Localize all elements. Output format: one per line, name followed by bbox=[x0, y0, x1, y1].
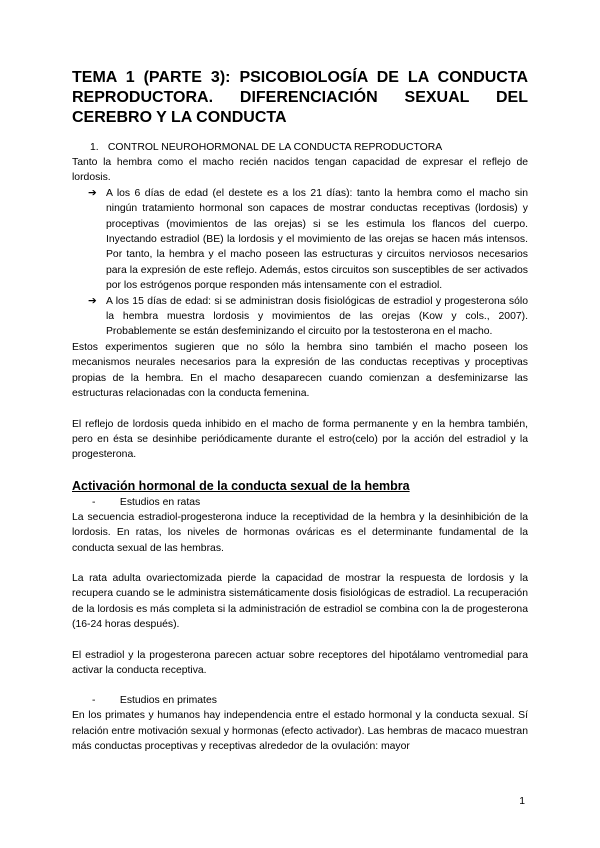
arrow-right-icon: ➔ bbox=[88, 295, 97, 307]
section-heading-text: CONTROL NEUROHORMONAL DE LA CONDUCTA REPRODUCTORA bbox=[107, 142, 443, 153]
section-number: 1. bbox=[90, 142, 99, 153]
paragraph-reflejo-lordosis: El reflejo de lordosis queda inhibido en el macho de forma permanente y en la hembra también, pero en ésta se desinhibe periódicamente durante el estro(celo) por la acción del estradiol y la progesterona. bbox=[72, 418, 528, 461]
subheading-estudios-primates bbox=[72, 693, 528, 708]
spacer bbox=[72, 678, 528, 693]
arrow-right-icon: ➔ bbox=[88, 187, 97, 199]
section-heading-control-neurohormonal bbox=[90, 140, 528, 155]
document-title: TEMA 1 (PARTE 3): PSICOBIOLOGÍA DE LA CONDUCTA REPRODUCTORA. DIFERENCIACIÓN SEXUAL DEL CEREBRO Y LA CONDUCTA bbox=[72, 69, 528, 126]
paragraph-estradiol-progesterona: El estradiol y la progesterona parecen actuar sobre receptores del hipotálamo ventromedial para activar la conducta receptiva. bbox=[72, 649, 528, 676]
paragraph-rata-adulta: La rata adulta ovariectomizada pierde la capacidad de mostrar la respuesta de lordosis y la recupera cuando se le administra sistemáticamente dosis fisiológicas de estradiol. La recuperación de la lordosis es más completa si la administración de estradiol se combina con la de progesterona (16-24 horas después). bbox=[72, 572, 528, 631]
spacer bbox=[72, 463, 528, 478]
subheading-text: Estudios en primates bbox=[119, 695, 217, 707]
subheading-estudios-ratas bbox=[72, 495, 528, 510]
subheading-text: Estudios en ratas bbox=[119, 496, 201, 508]
spacer bbox=[72, 633, 528, 648]
arrow-bullet-list bbox=[72, 186, 528, 340]
page-number: 1 bbox=[519, 796, 525, 807]
dash-marker: - bbox=[92, 695, 96, 707]
dash-marker: - bbox=[92, 496, 96, 508]
list-item bbox=[88, 186, 528, 294]
bullet-text-15-dias: A los 15 días de edad: si se administran dosis fisiológicas de estradiol y progesterona sólo la hembra muestra lordosis y movimientos de las orejas (Kow y cols., 2007). Probablemente se están desfeminizando el circuito por la testosterona en el macho. bbox=[106, 295, 528, 338]
section-heading-activacion-hormonal: Activación hormonal de la conducta sexual de la hembra bbox=[72, 478, 410, 493]
intro-paragraph: Tanto la hembra como el macho recién nacidos tengan capacidad de expresar el reflejo de lordosis. bbox=[72, 157, 528, 184]
paragraph-secuencia: La secuencia estradiol-progesterona induce la receptividad de la hembra y la desinhibición de la lordosis. En ratas, los niveles de hormonas ováricas es el determinante fundamental de la conducta sexual de las hembras. bbox=[72, 511, 528, 554]
spacer bbox=[72, 402, 528, 417]
paragraph-primates: En los primates y humanos hay independencia entre el estado hormonal y la conducta sexual. Sí relación entre motivación sexual y hormonas (efecto activador). Las hembras de macaco muestran más conductas proceptivas y receptivas alrededor de la ovulación: mayor bbox=[72, 710, 528, 753]
bullet-text-6-dias: A los 6 días de edad (el destete es a los 21 días): tanto la hembra como el macho sin ningún tratamiento hormonal son capaces de mostrar conductas receptivas (lordosis) y proceptivas (movimientos de las orejas) si se les estimula los flancos del cuerpo. Inyectando estradiol (BE) la lordosis y el movimiento de las orejas se hacen más intensos. Por tanto, la hembra y el macho poseen las estructuras y circuitos nerviosos necesarios para la expresión de este reflejo. Además, estos circuitos son susceptibles de ser activados por los estrógenos porque responden más intensamente con el estradiol. bbox=[106, 187, 528, 292]
list-item bbox=[88, 294, 528, 340]
spacer bbox=[72, 556, 528, 571]
paragraph-experimentos: Estos experimentos sugieren que no sólo la hembra sino también el macho poseen los mecanismos neurales necesarios para la expresión de las conductas receptivas y proceptivas propias de la hembra. En el macho desaparecen cuando comienzan a desfeminizarse las estructuras relacionadas con la conducta femenina. bbox=[72, 341, 528, 400]
